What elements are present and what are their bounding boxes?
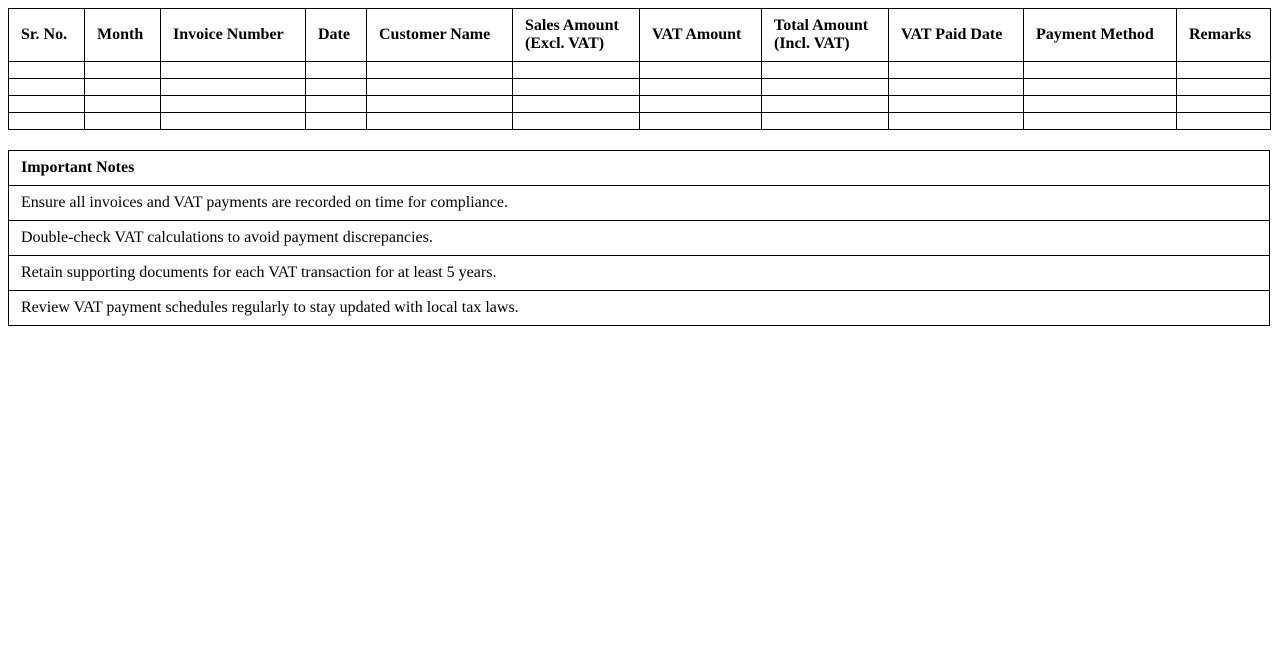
column-header-date: Date <box>306 9 367 62</box>
table-cell[interactable] <box>889 62 1024 79</box>
important-notes-table <box>8 150 1270 326</box>
table-row <box>9 79 1271 96</box>
table-cell[interactable] <box>367 62 513 79</box>
table-cell[interactable] <box>1177 79 1271 96</box>
table-cell[interactable] <box>513 79 640 96</box>
note-item: Double-check VAT calculations to avoid payment discrepancies. <box>9 221 1270 256</box>
table-cell[interactable] <box>306 113 367 130</box>
table-cell[interactable] <box>9 62 85 79</box>
note-item: Review VAT payment schedules regularly to stay updated with local tax laws. <box>9 291 1270 326</box>
column-header-payment-method: Payment Method <box>1024 9 1177 62</box>
notes-title-row <box>9 151 1270 186</box>
table-cell[interactable] <box>9 96 85 113</box>
table-cell[interactable] <box>161 62 306 79</box>
table-cell[interactable] <box>1024 113 1177 130</box>
table-row <box>9 96 1271 113</box>
table-cell[interactable] <box>161 113 306 130</box>
table-cell[interactable] <box>85 62 161 79</box>
table-cell[interactable] <box>762 62 889 79</box>
table-cell[interactable] <box>640 96 762 113</box>
table-cell[interactable] <box>1024 62 1177 79</box>
note-row <box>9 291 1270 326</box>
table-cell[interactable] <box>367 113 513 130</box>
table-cell[interactable] <box>1177 113 1271 130</box>
column-header-total-amount: Total Amount (Incl. VAT) <box>762 9 889 62</box>
vat-payment-table <box>8 8 1271 130</box>
column-header-vat-paid-date: VAT Paid Date <box>889 9 1024 62</box>
table-cell[interactable] <box>640 113 762 130</box>
table-cell[interactable] <box>1177 96 1271 113</box>
table-cell[interactable] <box>513 113 640 130</box>
table-cell[interactable] <box>306 79 367 96</box>
table-cell[interactable] <box>762 113 889 130</box>
note-item: Retain supporting documents for each VAT transaction for at least 5 years. <box>9 256 1270 291</box>
table-cell[interactable] <box>85 96 161 113</box>
table-row <box>9 62 1271 79</box>
page-content <box>8 8 1270 326</box>
table-cell[interactable] <box>640 62 762 79</box>
table-cell[interactable] <box>513 96 640 113</box>
note-row <box>9 221 1270 256</box>
notes-title: Important Notes <box>9 151 1270 186</box>
note-row <box>9 256 1270 291</box>
table-cell[interactable] <box>9 79 85 96</box>
table-cell[interactable] <box>85 79 161 96</box>
column-header-sr-no: Sr. No. <box>9 9 85 62</box>
table-cell[interactable] <box>1024 96 1177 113</box>
table-cell[interactable] <box>161 96 306 113</box>
table-cell[interactable] <box>762 79 889 96</box>
table-cell[interactable] <box>1177 62 1271 79</box>
table-cell[interactable] <box>889 79 1024 96</box>
column-header-month: Month <box>85 9 161 62</box>
table-header-row <box>9 9 1271 62</box>
table-cell[interactable] <box>85 113 161 130</box>
table-cell[interactable] <box>889 96 1024 113</box>
table-cell[interactable] <box>367 79 513 96</box>
column-header-remarks: Remarks <box>1177 9 1271 62</box>
table-row <box>9 113 1271 130</box>
table-cell[interactable] <box>1024 79 1177 96</box>
table-cell[interactable] <box>513 62 640 79</box>
column-header-customer-name: Customer Name <box>367 9 513 62</box>
note-item: Ensure all invoices and VAT payments are recorded on time for compliance. <box>9 186 1270 221</box>
table-cell[interactable] <box>306 96 367 113</box>
table-cell[interactable] <box>640 79 762 96</box>
table-cell[interactable] <box>889 113 1024 130</box>
note-row <box>9 186 1270 221</box>
table-cell[interactable] <box>762 96 889 113</box>
column-header-invoice-number: Invoice Number <box>161 9 306 62</box>
column-header-sales-amount: Sales Amount (Excl. VAT) <box>513 9 640 62</box>
table-cell[interactable] <box>9 113 85 130</box>
table-cell[interactable] <box>367 96 513 113</box>
column-header-vat-amount: VAT Amount <box>640 9 762 62</box>
table-cell[interactable] <box>306 62 367 79</box>
table-cell[interactable] <box>161 79 306 96</box>
